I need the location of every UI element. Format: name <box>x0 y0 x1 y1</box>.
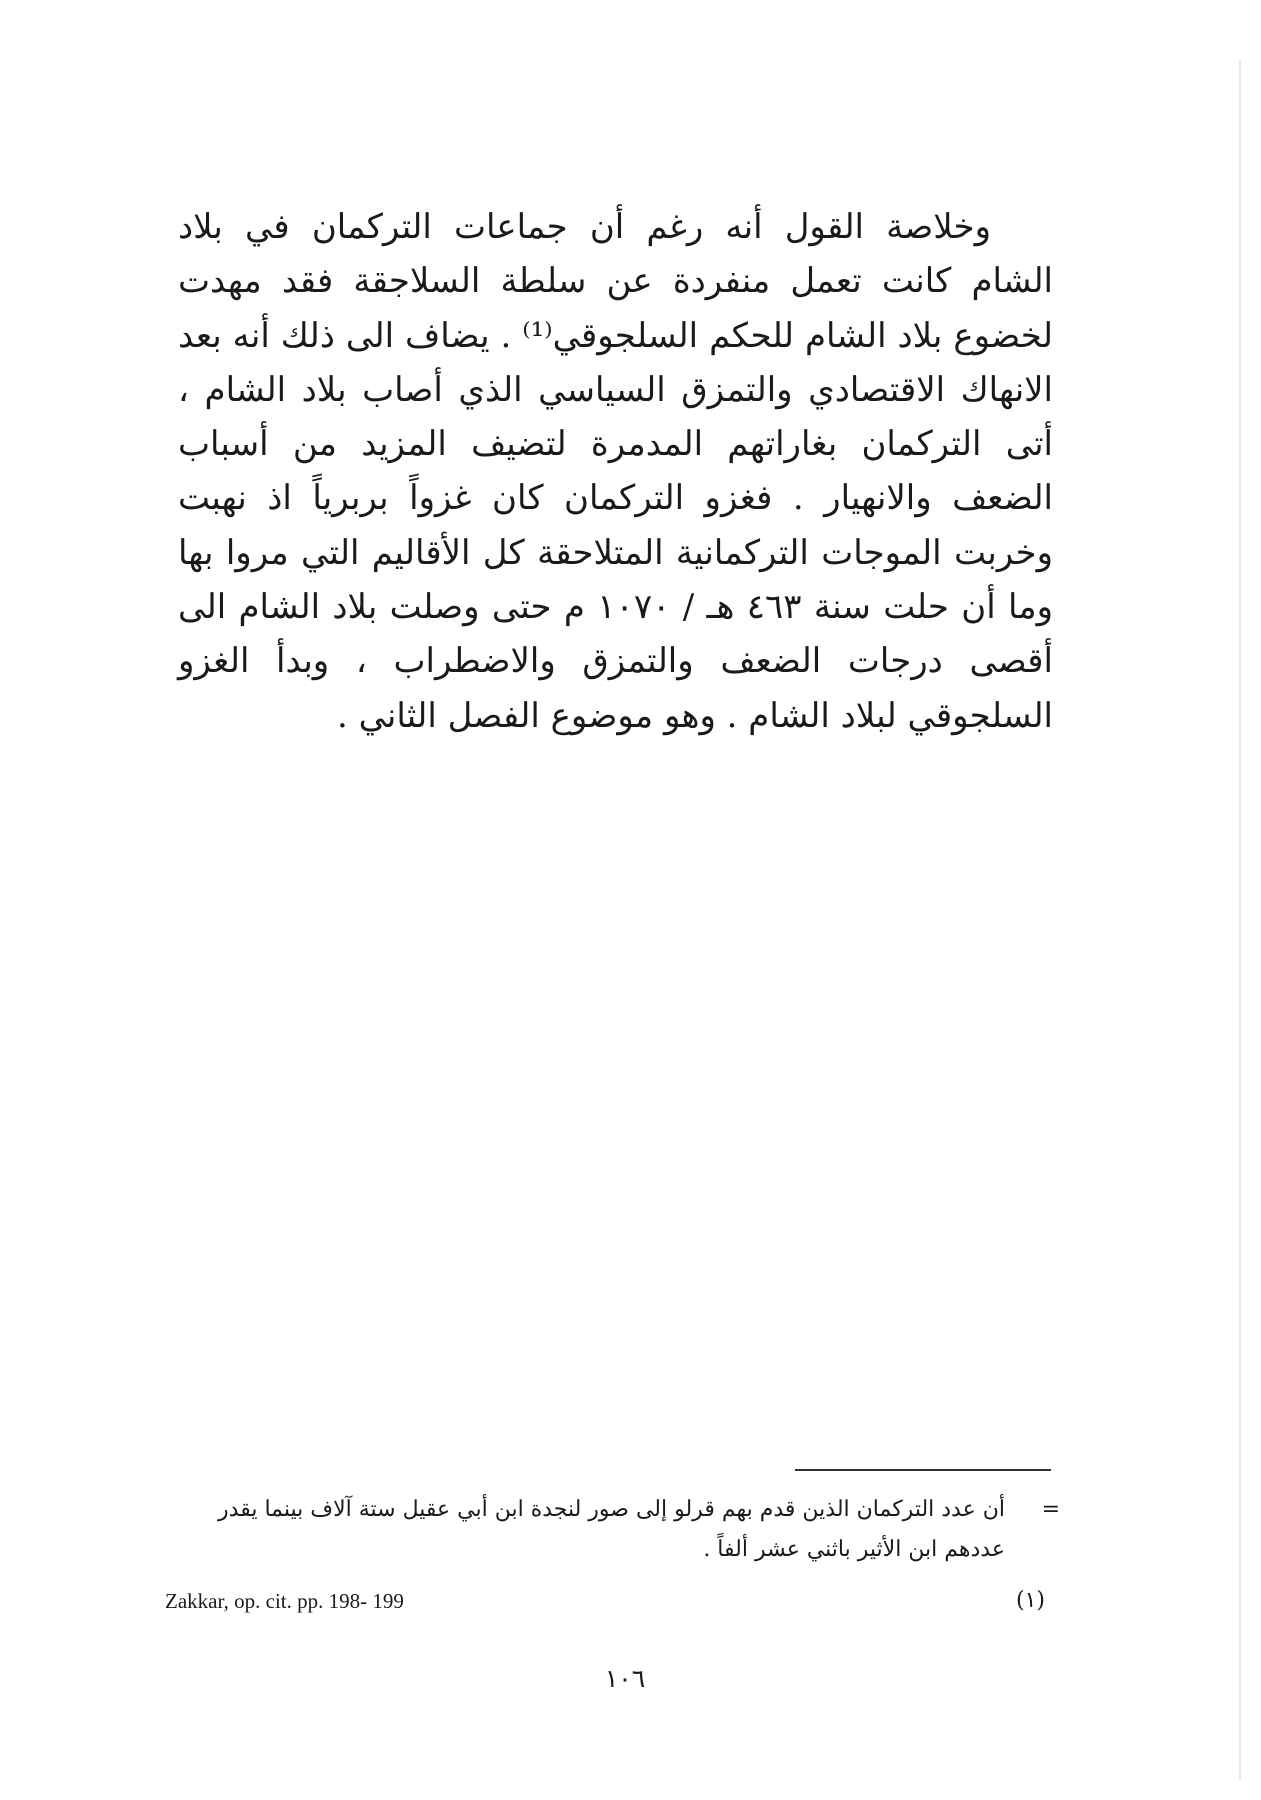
footnote-separator <box>795 1469 1051 1471</box>
main-paragraph: وخلاصة القول أنه رغم أن جماعات التركمان في بلاد الشام كانت تعمل منفردة عن سلطة السلاجقة فقد مهدت لخضوع بلاد الشام للحكم السلجوقي⁽¹⁾ . يضاف الى ذلك أنه بعد الانهاك الاقتصادي والتمزق السياسي الذي أصاب بلاد الشام ، أتى التركمان بغاراتهم المدمرة لتضيف المزيد من أسباب الضعف والانهيار . فغزو التركمان كان غزواً بربرياً اذ نهبت وخربت الموجات التركمانية المتلاحقة كل الأقاليم التي مروا بها وما أن حلت سنة ٤٦٣ هـ / ١٠٧٠ م حتى وصلت بلاد الشام الى أقصى درجات الضعف والتمزق والاضطراب ، وبدأ الغزو السلجوقي لبلاد الشام . وهو موضوع الفصل الثاني . <box>178 207 1053 736</box>
page-number: ١٠٦ <box>604 1664 646 1693</box>
continuation-text: أن عدد التركمان الذين قدم بهم قرلو إلى صور لنجدة ابن أبي عقيل ستة آلاف بينما يقدر عددهم ابن الأثير باثني عشر ألفاً . <box>218 1497 1005 1562</box>
body-text <box>178 200 1053 743</box>
continuation-marker: = <box>1041 1497 1060 1522</box>
footnote-1 <box>165 1584 1045 1618</box>
footnote-reference: Zakkar, op. cit. pp. 198- 199 <box>165 1589 404 1613</box>
footnote-continuation <box>160 1490 1060 1570</box>
footnote-number: (١) <box>1015 1588 1045 1613</box>
page-edge <box>1239 60 1241 1780</box>
